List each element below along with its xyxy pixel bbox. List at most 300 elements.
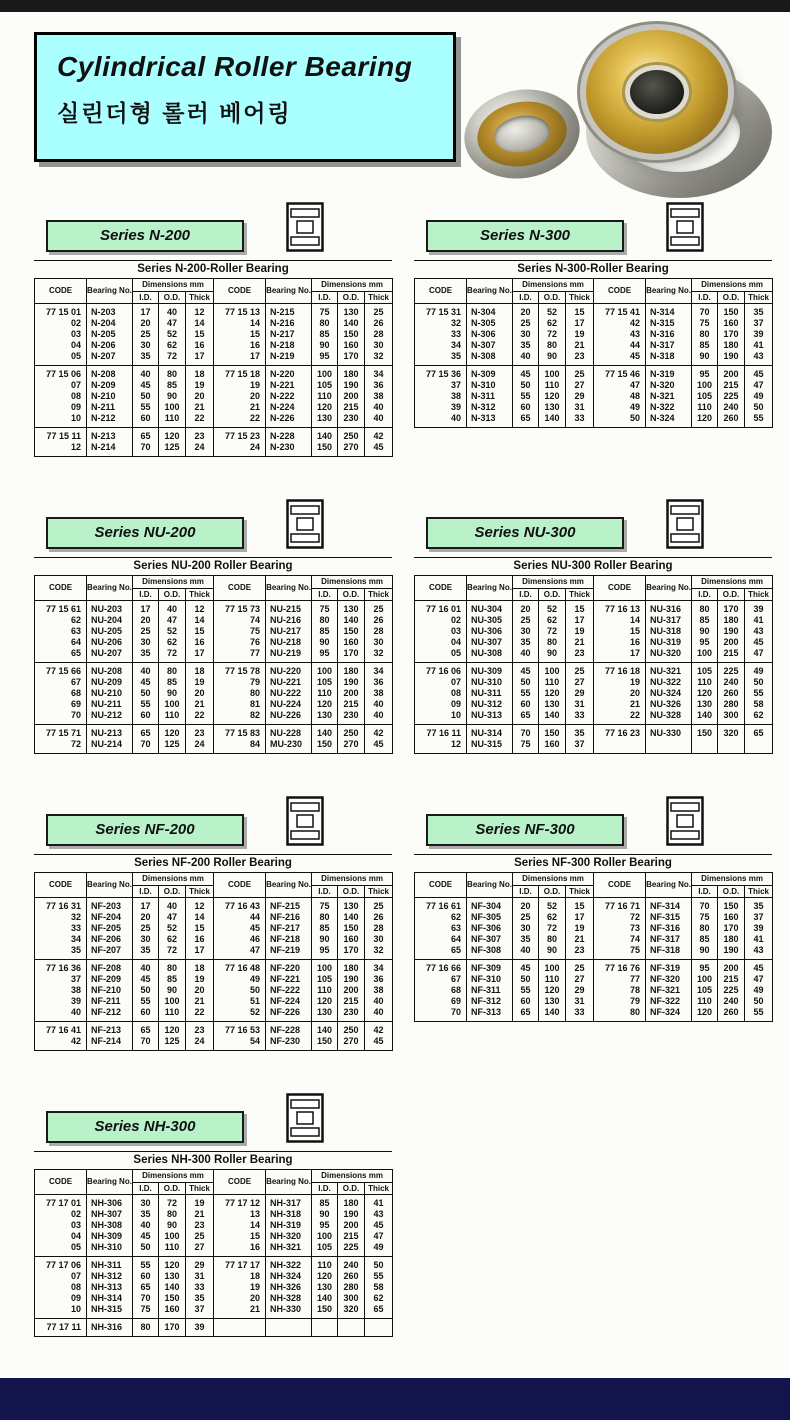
dimension-cell: 110 — [312, 688, 338, 699]
bearing-no-cell: NF-324 — [646, 1007, 692, 1022]
table-row — [35, 1231, 393, 1242]
col-header-od: O.D. — [159, 885, 186, 898]
dimension-cell: 80 — [159, 1209, 186, 1220]
dimension-cell: 55 — [513, 688, 539, 699]
code-cell: 38 — [415, 391, 467, 402]
bearing-no-cell: N-309 — [467, 366, 513, 381]
dimension-cell: 170 — [338, 945, 365, 960]
dimension-cell: 190 — [338, 380, 365, 391]
dimension-cell: 30 — [513, 626, 539, 637]
bearing-no-cell: NH-309 — [87, 1231, 133, 1242]
bearing-no-cell: N-216 — [266, 318, 312, 329]
dimension-cell: 72 — [159, 351, 186, 366]
table-row — [415, 615, 773, 626]
dimension-cell: 60 — [133, 1271, 159, 1282]
dimension-cell: 47 — [159, 318, 186, 329]
dimension-cell: 160 — [159, 1304, 186, 1319]
table-row — [35, 428, 393, 443]
dimension-cell: 110 — [539, 677, 566, 688]
dimension-cell: 130 — [312, 710, 338, 725]
table-row — [415, 366, 773, 381]
col-header-code: CODE — [415, 576, 467, 601]
dimension-cell: 150 — [539, 725, 566, 740]
dimension-cell: 36 — [365, 677, 393, 688]
dimension-cell: 25 — [566, 366, 594, 381]
dimension-cell: 58 — [365, 1282, 393, 1293]
dimension-cell: 75 — [513, 739, 539, 754]
bearing-no-cell: NF-312 — [467, 996, 513, 1007]
col-header-dimensions: Dimensions mm — [312, 1170, 393, 1183]
dimension-cell: 80 — [159, 960, 186, 975]
dimension-cell: 32 — [365, 945, 393, 960]
code-cell: 03 — [35, 329, 87, 340]
dimension-cell: 21 — [566, 340, 594, 351]
dimension-cell: 215 — [338, 402, 365, 413]
dimension-cell: 130 — [692, 699, 718, 710]
code-cell: 15 — [594, 626, 646, 637]
dimension-cell: 55 — [513, 985, 539, 996]
bearing-no-cell: NU-217 — [266, 626, 312, 637]
code-cell: 07 — [35, 380, 87, 391]
table-row — [35, 1036, 393, 1051]
code-cell: 77 15 78 — [214, 663, 266, 678]
table-row — [35, 318, 393, 329]
dimension-cell: 36 — [365, 974, 393, 985]
bearing-no-cell: N-312 — [467, 402, 513, 413]
page-bottom-bar — [0, 1378, 790, 1420]
dimension-cell: 16 — [186, 934, 214, 945]
dimension-cell: 95 — [312, 1220, 338, 1231]
dimension-cell: 26 — [365, 615, 393, 626]
dimension-cell: 32 — [365, 648, 393, 663]
bearing-no-cell: NU-216 — [266, 615, 312, 626]
col-header-bearing-no: Bearing No. — [87, 279, 133, 304]
bearing-no-cell: N-314 — [646, 304, 692, 319]
title-box — [34, 32, 456, 162]
dimension-cell: 40 — [365, 413, 393, 428]
bearing-no-cell: NH-324 — [266, 1271, 312, 1282]
dimension-cell: 90 — [312, 637, 338, 648]
bearing-no-cell: NF-318 — [646, 945, 692, 960]
dimension-cell: 80 — [692, 923, 718, 934]
bearing-no-cell: NF-209 — [87, 974, 133, 985]
table-row — [35, 351, 393, 366]
code-cell: 22 — [594, 710, 646, 725]
table-row — [35, 366, 393, 381]
dimension-cell: 62 — [159, 637, 186, 648]
dimension-cell: 38 — [365, 985, 393, 996]
dimension-cell: 16 — [186, 340, 214, 351]
table-body — [35, 898, 393, 1051]
dimension-cell: 40 — [365, 402, 393, 413]
col-header-id: I.D. — [133, 885, 159, 898]
code-cell: 77 16 11 — [415, 725, 467, 740]
code-cell: 21 — [594, 699, 646, 710]
dimension-cell: 250 — [338, 725, 365, 740]
dimension-cell: 43 — [745, 945, 773, 960]
dimension-cell: 20 — [513, 601, 539, 616]
col-header-od: O.D. — [718, 885, 745, 898]
bearing-no-cell: NU-215 — [266, 601, 312, 616]
col-header-bearing-no: Bearing No. — [87, 576, 133, 601]
col-header-bearing-no: Bearing No. — [646, 576, 692, 601]
dimension-cell: 25 — [186, 1231, 214, 1242]
section-series-nf-200 — [34, 794, 392, 1051]
code-cell: 21 — [214, 1304, 266, 1319]
bearing-no-cell: MU-230 — [266, 739, 312, 754]
dimension-cell: 20 — [186, 688, 214, 699]
dimension-cell: 65 — [133, 725, 159, 740]
dimension-cell: 15 — [186, 626, 214, 637]
dimension-cell: 130 — [338, 304, 365, 319]
dimension-cell: 42 — [365, 1022, 393, 1037]
col-header-od: O.D. — [539, 291, 566, 304]
dimension-cell: 140 — [338, 912, 365, 923]
bearing-no-cell: N-304 — [467, 304, 513, 319]
table-row — [415, 934, 773, 945]
dimension-cell: 85 — [692, 934, 718, 945]
code-cell: 77 15 41 — [594, 304, 646, 319]
bearing-cross-section-icon — [286, 1093, 324, 1143]
dimension-cell: 65 — [513, 1007, 539, 1022]
dimension-cell: 100 — [159, 699, 186, 710]
col-header-bearing-no: Bearing No. — [467, 873, 513, 898]
bearing-photo-spherical — [457, 81, 587, 188]
dimension-cell: 270 — [338, 739, 365, 754]
code-cell: 14 — [594, 615, 646, 626]
col-header-dimensions: Dimensions mm — [513, 576, 594, 589]
dimension-cell: 30 — [365, 637, 393, 648]
code-cell: 47 — [594, 380, 646, 391]
dimension-cell: 280 — [338, 1282, 365, 1293]
dimension-cell: 34 — [365, 663, 393, 678]
col-header-od: O.D. — [338, 291, 365, 304]
dimension-cell: 75 — [312, 898, 338, 913]
bearing-no-cell: N-207 — [87, 351, 133, 366]
dimension-cell: 47 — [159, 615, 186, 626]
code-cell: 08 — [35, 1282, 87, 1293]
page-title-korean: 실린더형 롤러 베어링 — [57, 100, 292, 126]
dimension-cell: 90 — [159, 391, 186, 402]
code-cell: 10 — [35, 1304, 87, 1319]
code-cell: 77 17 12 — [214, 1195, 266, 1210]
dimension-cell: 27 — [566, 677, 594, 688]
dimension-cell — [718, 739, 745, 754]
col-header-dimensions: Dimensions mm — [312, 576, 393, 589]
col-header-id: I.D. — [133, 588, 159, 601]
bearing-photo-cylindrical — [586, 30, 728, 154]
dimension-cell: 40 — [159, 898, 186, 913]
dimension-cell: 130 — [539, 402, 566, 413]
code-cell: 14 — [214, 318, 266, 329]
dimension-cell: 22 — [186, 413, 214, 428]
dimension-cell: 23 — [566, 945, 594, 960]
bearing-no-cell: N-317 — [646, 340, 692, 351]
dimension-cell: 39 — [186, 1319, 214, 1337]
table-row — [35, 1022, 393, 1037]
table-body — [415, 898, 773, 1022]
dimension-cell: 110 — [692, 996, 718, 1007]
section-head — [34, 1091, 392, 1143]
bearing-no-cell: N-305 — [467, 318, 513, 329]
page-header — [34, 32, 776, 192]
code-cell: 05 — [35, 351, 87, 366]
dimension-cell: 95 — [312, 648, 338, 663]
bearing-no-cell: NF-217 — [266, 923, 312, 934]
col-header-dimensions: Dimensions mm — [312, 873, 393, 886]
dimension-cell: 50 — [513, 974, 539, 985]
dimension-cell: 72 — [159, 1195, 186, 1210]
table-row — [35, 1319, 393, 1337]
dimension-cell: 72 — [539, 329, 566, 340]
dimension-cell: 43 — [365, 1209, 393, 1220]
bearing-no-cell: NU-228 — [266, 725, 312, 740]
code-cell: 39 — [415, 402, 467, 413]
code-cell: 20 — [594, 688, 646, 699]
col-header-od: O.D. — [718, 588, 745, 601]
table-nh-300 — [34, 1151, 392, 1337]
dimension-cell: 120 — [159, 1022, 186, 1037]
roller-bearing-table — [414, 278, 773, 428]
col-header-thick: Thick — [186, 1182, 214, 1195]
code-cell: 19 — [594, 677, 646, 688]
dimension-cell: 120 — [159, 1257, 186, 1272]
bearing-no-cell: N-324 — [646, 413, 692, 428]
dimension-cell: 35 — [133, 351, 159, 366]
dimension-cell: 47 — [365, 1231, 393, 1242]
code-cell: 77 15 18 — [214, 366, 266, 381]
dimension-cell: 90 — [692, 945, 718, 960]
dimension-cell: 105 — [312, 380, 338, 391]
dimension-cell: 85 — [159, 974, 186, 985]
bearing-no-cell: NU-306 — [467, 626, 513, 637]
code-cell: 12 — [35, 442, 87, 457]
bearing-no-cell: NF-309 — [467, 960, 513, 975]
row-nf-series — [34, 794, 776, 1051]
dimension-cell: 160 — [338, 340, 365, 351]
dimension-cell: 40 — [365, 1007, 393, 1022]
dimension-cell: 190 — [338, 677, 365, 688]
dimension-cell: 19 — [566, 329, 594, 340]
dimension-cell: 55 — [133, 402, 159, 413]
dimension-cell: 90 — [312, 340, 338, 351]
dimension-cell: 12 — [186, 898, 214, 913]
bearing-no-cell: NH-315 — [87, 1304, 133, 1319]
table-body — [35, 304, 393, 457]
bearing-no-cell — [646, 739, 692, 754]
dimension-cell: 130 — [539, 996, 566, 1007]
bearing-no-cell: NH-326 — [266, 1282, 312, 1293]
dimension-cell: 45 — [745, 366, 773, 381]
table-title: Series NF-200 Roller Bearing — [134, 857, 292, 869]
col-header-od: O.D. — [159, 1182, 186, 1195]
dimension-cell: 260 — [338, 1271, 365, 1282]
table-row — [415, 739, 773, 754]
dimension-cell: 23 — [186, 428, 214, 443]
bearing-no-cell: NF-213 — [87, 1022, 133, 1037]
code-cell — [594, 739, 646, 754]
table-row — [415, 898, 773, 913]
code-cell: 79 — [594, 996, 646, 1007]
dimension-cell: 20 — [133, 615, 159, 626]
bearing-no-cell: NU-208 — [87, 663, 133, 678]
col-header-dimensions: Dimensions mm — [692, 279, 773, 292]
dimension-cell: 25 — [133, 329, 159, 340]
table-body — [35, 1195, 393, 1337]
table-row — [35, 677, 393, 688]
code-cell: 40 — [35, 1007, 87, 1022]
dimension-cell: 100 — [539, 366, 566, 381]
table-title: Series N-200-Roller Bearing — [137, 263, 289, 275]
code-cell: 10 — [415, 710, 467, 725]
table-title: Series NH-300 Roller Bearing — [133, 1154, 293, 1166]
code-cell: 09 — [415, 699, 467, 710]
col-header-dimensions: Dimensions mm — [133, 279, 214, 292]
dimension-cell: 15 — [186, 923, 214, 934]
dimension-cell — [365, 1319, 393, 1337]
code-cell: 19 — [214, 1282, 266, 1293]
dimension-cell: 49 — [365, 1242, 393, 1257]
dimension-cell: 180 — [338, 960, 365, 975]
dimension-cell: 150 — [338, 329, 365, 340]
code-cell: 77 17 17 — [214, 1257, 266, 1272]
series-label-nf-300: Series NF-300 — [426, 814, 624, 846]
dimension-cell: 30 — [513, 923, 539, 934]
code-cell: 43 — [594, 329, 646, 340]
code-cell: 64 — [35, 637, 87, 648]
section-head — [34, 497, 392, 549]
dimension-cell: 28 — [365, 329, 393, 340]
row-nu-series — [34, 497, 776, 754]
series-label-n-200: Series N-200 — [46, 220, 244, 252]
dimension-cell: 110 — [159, 710, 186, 725]
dimension-cell: 52 — [159, 923, 186, 934]
bearing-no-cell: N-310 — [467, 380, 513, 391]
dimension-cell: 70 — [133, 1036, 159, 1051]
code-cell: 76 — [214, 637, 266, 648]
col-header-thick: Thick — [365, 885, 393, 898]
bearing-no-cell: NU-320 — [646, 648, 692, 663]
dimension-cell: 20 — [513, 898, 539, 913]
table-nu-300 — [414, 557, 772, 754]
table-row — [35, 663, 393, 678]
code-cell: 47 — [214, 945, 266, 960]
dimension-cell: 20 — [186, 391, 214, 402]
code-cell: 77 16 06 — [415, 663, 467, 678]
dimension-cell: 190 — [338, 974, 365, 985]
section-series-nf-300 — [414, 794, 772, 1051]
bearing-no-cell: NU-214 — [87, 739, 133, 754]
col-header-code: CODE — [415, 279, 467, 304]
dimension-cell: 200 — [338, 985, 365, 996]
table-row — [35, 1195, 393, 1210]
roller-bearing-table — [34, 278, 393, 457]
code-cell: 77 15 01 — [35, 304, 87, 319]
table-row — [35, 996, 393, 1007]
dimension-cell: 105 — [692, 391, 718, 402]
bearing-no-cell: NF-216 — [266, 912, 312, 923]
bearing-no-cell: N-316 — [646, 329, 692, 340]
dimension-cell: 100 — [312, 1231, 338, 1242]
code-cell: 49 — [594, 402, 646, 413]
code-cell: 54 — [214, 1036, 266, 1051]
dimension-cell: 150 — [312, 1304, 338, 1319]
dimension-cell: 17 — [133, 304, 159, 319]
dimension-cell: 80 — [539, 934, 566, 945]
bearing-no-cell: NU-205 — [87, 626, 133, 637]
code-cell: 74 — [214, 615, 266, 626]
dimension-cell: 49 — [745, 391, 773, 402]
roller-bearing-table — [34, 1169, 393, 1337]
dimension-cell: 120 — [159, 428, 186, 443]
bearing-no-cell: NF-215 — [266, 898, 312, 913]
dimension-cell: 15 — [566, 898, 594, 913]
bearing-no-cell: NU-221 — [266, 677, 312, 688]
dimension-cell: 140 — [338, 318, 365, 329]
dimension-cell: 52 — [539, 601, 566, 616]
dimension-cell: 31 — [566, 996, 594, 1007]
dimension-cell: 29 — [566, 391, 594, 402]
dimension-cell: 42 — [365, 428, 393, 443]
bearing-no-cell: N-308 — [467, 351, 513, 366]
table-row — [35, 985, 393, 996]
series-label-nu-300: Series NU-300 — [426, 517, 624, 549]
dimension-cell: 150 — [718, 898, 745, 913]
dimension-cell: 110 — [539, 380, 566, 391]
code-cell: 12 — [415, 739, 467, 754]
dimension-cell: 140 — [312, 1293, 338, 1304]
table-row — [415, 677, 773, 688]
dimension-cell: 150 — [338, 626, 365, 637]
bearing-no-cell — [266, 1319, 312, 1337]
bearing-no-cell: NU-206 — [87, 637, 133, 648]
col-header-bearing-no: Bearing No. — [87, 1170, 133, 1195]
col-header-dimensions: Dimensions mm — [133, 1170, 214, 1183]
dimension-cell: 75 — [692, 912, 718, 923]
dimension-cell: 17 — [186, 351, 214, 366]
dimension-cell: 90 — [539, 351, 566, 366]
dimension-cell: 85 — [692, 340, 718, 351]
bearing-no-cell: NF-305 — [467, 912, 513, 923]
table-nu-200 — [34, 557, 392, 754]
bearing-no-cell: NF-226 — [266, 1007, 312, 1022]
bearing-no-cell: NF-207 — [87, 945, 133, 960]
dimension-cell: 62 — [539, 615, 566, 626]
bearing-no-cell: N-217 — [266, 329, 312, 340]
dimension-cell: 50 — [133, 985, 159, 996]
dimension-cell: 70 — [133, 739, 159, 754]
dimension-cell: 37 — [566, 739, 594, 754]
table-row — [415, 413, 773, 428]
dimension-cell: 120 — [312, 1271, 338, 1282]
dimension-cell: 95 — [692, 960, 718, 975]
bearing-no-cell: NU-307 — [467, 637, 513, 648]
dimension-cell: 62 — [159, 340, 186, 351]
code-cell: 40 — [415, 413, 467, 428]
dimension-cell: 14 — [186, 318, 214, 329]
dimension-cell: 85 — [312, 923, 338, 934]
code-cell: 77 16 18 — [594, 663, 646, 678]
dimension-cell: 62 — [745, 710, 773, 725]
code-cell: 38 — [35, 985, 87, 996]
bearing-no-cell: NU-326 — [646, 699, 692, 710]
dimension-cell: 80 — [159, 366, 186, 381]
code-cell: 32 — [415, 318, 467, 329]
col-header-thick: Thick — [365, 588, 393, 601]
series-label-nf-200: Series NF-200 — [46, 814, 244, 846]
dimension-cell: 65 — [745, 725, 773, 740]
dimension-cell: 19 — [186, 380, 214, 391]
